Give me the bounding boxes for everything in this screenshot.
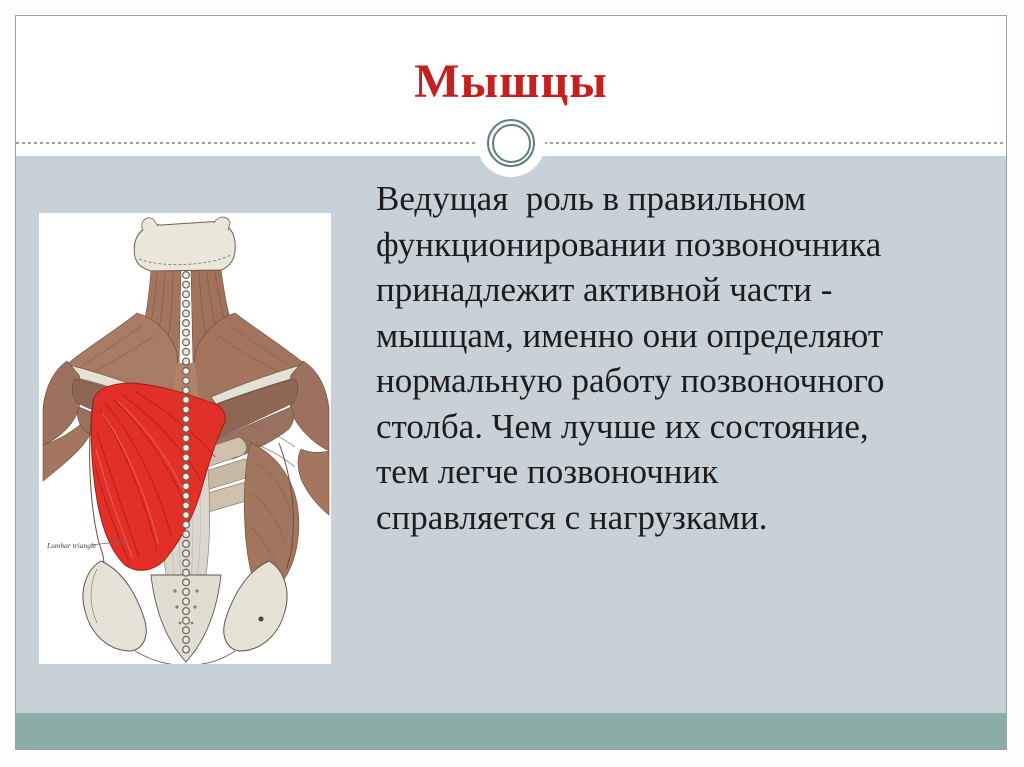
body-text-line: мышцам, именно они определяют: [376, 315, 884, 355]
slide-body: [16, 156, 1006, 713]
body-text-line: функционировании позвоночника: [376, 224, 882, 264]
body-text-line: Ведущая роль в правильном: [376, 179, 806, 218]
presentation-slide: [15, 15, 1007, 750]
body-text-line: столба. Чем лучше их состояние,: [376, 406, 869, 446]
circle-ring-inner: [492, 124, 531, 163]
footer-accent-bar: [16, 713, 1006, 749]
anatomy-image: [39, 213, 331, 664]
body-text-line: справляется с нагрузками.: [376, 497, 768, 537]
circle-ring-outer: [487, 119, 535, 167]
body-text: [376, 176, 1006, 540]
body-text-line: тем легче позвоночник: [376, 452, 719, 491]
divider-circle-ornament: [477, 109, 545, 177]
back-muscles-illustration: [39, 213, 331, 664]
body-text-line: принадлежит активной части -: [376, 270, 833, 309]
slide-title: Мышцы: [414, 55, 608, 108]
image-label: Lumbar triangle: [47, 541, 97, 550]
body-text-line: нормальную работу позвоночного: [376, 361, 885, 400]
